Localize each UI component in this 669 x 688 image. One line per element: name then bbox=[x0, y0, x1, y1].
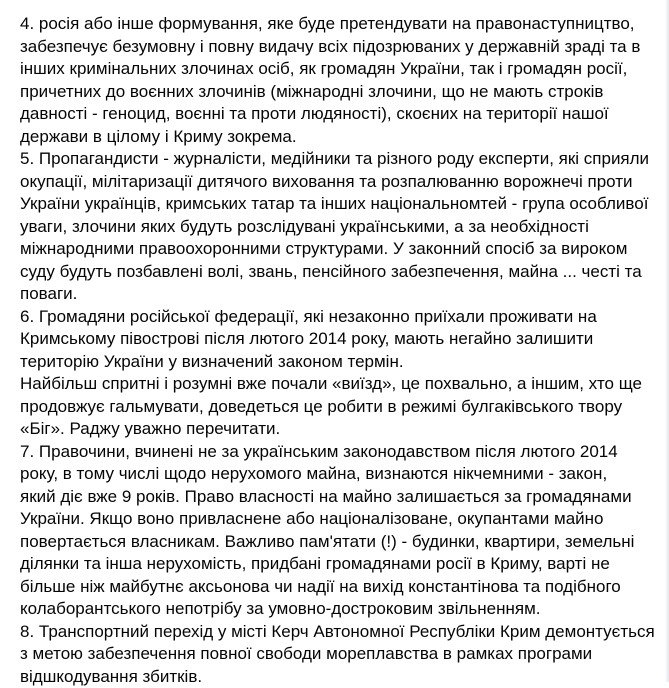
text-line: 8. Транспортний перехід у місті Керч Автономної Республіки Крим демонтується bbox=[20, 621, 669, 644]
text-line: поваги. bbox=[20, 283, 669, 306]
text-line: забезпечує безумовну і повну видачу всіх підозрюваних у державній зраді та в bbox=[20, 36, 669, 59]
post-paragraph bbox=[20, 621, 669, 688]
post-paragraph bbox=[20, 148, 669, 306]
text-line: повертається власникам. Важливо пам'ятати (!) - будинки, квартири, земельні bbox=[20, 531, 669, 554]
text-line: уваги, злочини яких будуть розслідувані українськими, а за необхідності bbox=[20, 216, 669, 239]
text-line: відшкодування збитків. bbox=[20, 666, 669, 688]
post-paragraph bbox=[20, 306, 669, 374]
text-line: продовжує гальмувати, доведеться це робити в режимі булгаківського твору bbox=[20, 396, 669, 419]
text-line: Кримському півострові після лютого 2014 року, мають негайно залишити bbox=[20, 328, 669, 351]
text-line: суду будуть позбавлені волі, звань, пенсійного забезпечення, майна ... честі та bbox=[20, 261, 669, 284]
text-line: України українців, кримських татар та інших національномтей - група особливої bbox=[20, 193, 669, 216]
text-line: України. Якщо воно привласнене або націоналізоване, окупантами майно bbox=[20, 508, 669, 531]
text-line: окупації, мілітаризації дитячого виховання та розпалюванню ворожнечі проти bbox=[20, 171, 669, 194]
post-paragraph bbox=[20, 373, 669, 441]
post-paragraph bbox=[20, 13, 669, 148]
text-line: давності - геноцид, воєнні та проти людяності), скоєних на території нашої bbox=[20, 103, 669, 126]
post-paragraph bbox=[20, 441, 669, 621]
text-line: який діє вже 9 років. Право власності на майно залишається за громадянами bbox=[20, 486, 669, 509]
text-line: більше ніж майбутнє аксьонова чи надії на вихід константінова та подібного bbox=[20, 576, 669, 599]
text-line: міжнародними правоохоронними структурами. У законний спосіб за вироком bbox=[20, 238, 669, 261]
text-line: ділянки та інша нерухомість, придбані громадянами росії в Криму, варті не bbox=[20, 553, 669, 576]
text-line: 7. Правочини, вчинені не за українським законодавством після лютого 2014 bbox=[20, 441, 669, 464]
text-line: інших кримінальних злочинах осіб, як громадян України, так і громадян росії, bbox=[20, 58, 669, 81]
text-line: «Біг». Раджу уважно перечитати. bbox=[20, 418, 669, 441]
post-text bbox=[20, 13, 669, 688]
text-line: з метою забезпечення повної свободи мореплавства в рамках програми bbox=[20, 643, 669, 666]
text-line: 6. Громадяни російської федерації, які незаконно приїхали проживати на bbox=[20, 306, 669, 329]
text-line: колаборантського непотрібу за умовно-достроковим звільненням. bbox=[20, 598, 669, 621]
text-line: року, в тому числі щодо нерухомого майна, визнаются нікчемними - закон, bbox=[20, 463, 669, 486]
text-line: 4. росія або інше формування, яке буде претендувати на правонаступництво, bbox=[20, 13, 669, 36]
text-line: Найбільш спритні і розумні вже почали «виїзд», це похвально, а іншим, хто ще bbox=[20, 373, 669, 396]
text-line: держави в цілому і Криму зокрема. bbox=[20, 126, 669, 149]
text-line: територію України у визначений законом термін. bbox=[20, 351, 669, 374]
text-line: причетних до воєнних злочинів (міжнародні злочини, що не мають строків bbox=[20, 81, 669, 104]
text-line: 5. Пропагандисти - журналісти, медійники та різного роду експерти, які сприяли bbox=[20, 148, 669, 171]
